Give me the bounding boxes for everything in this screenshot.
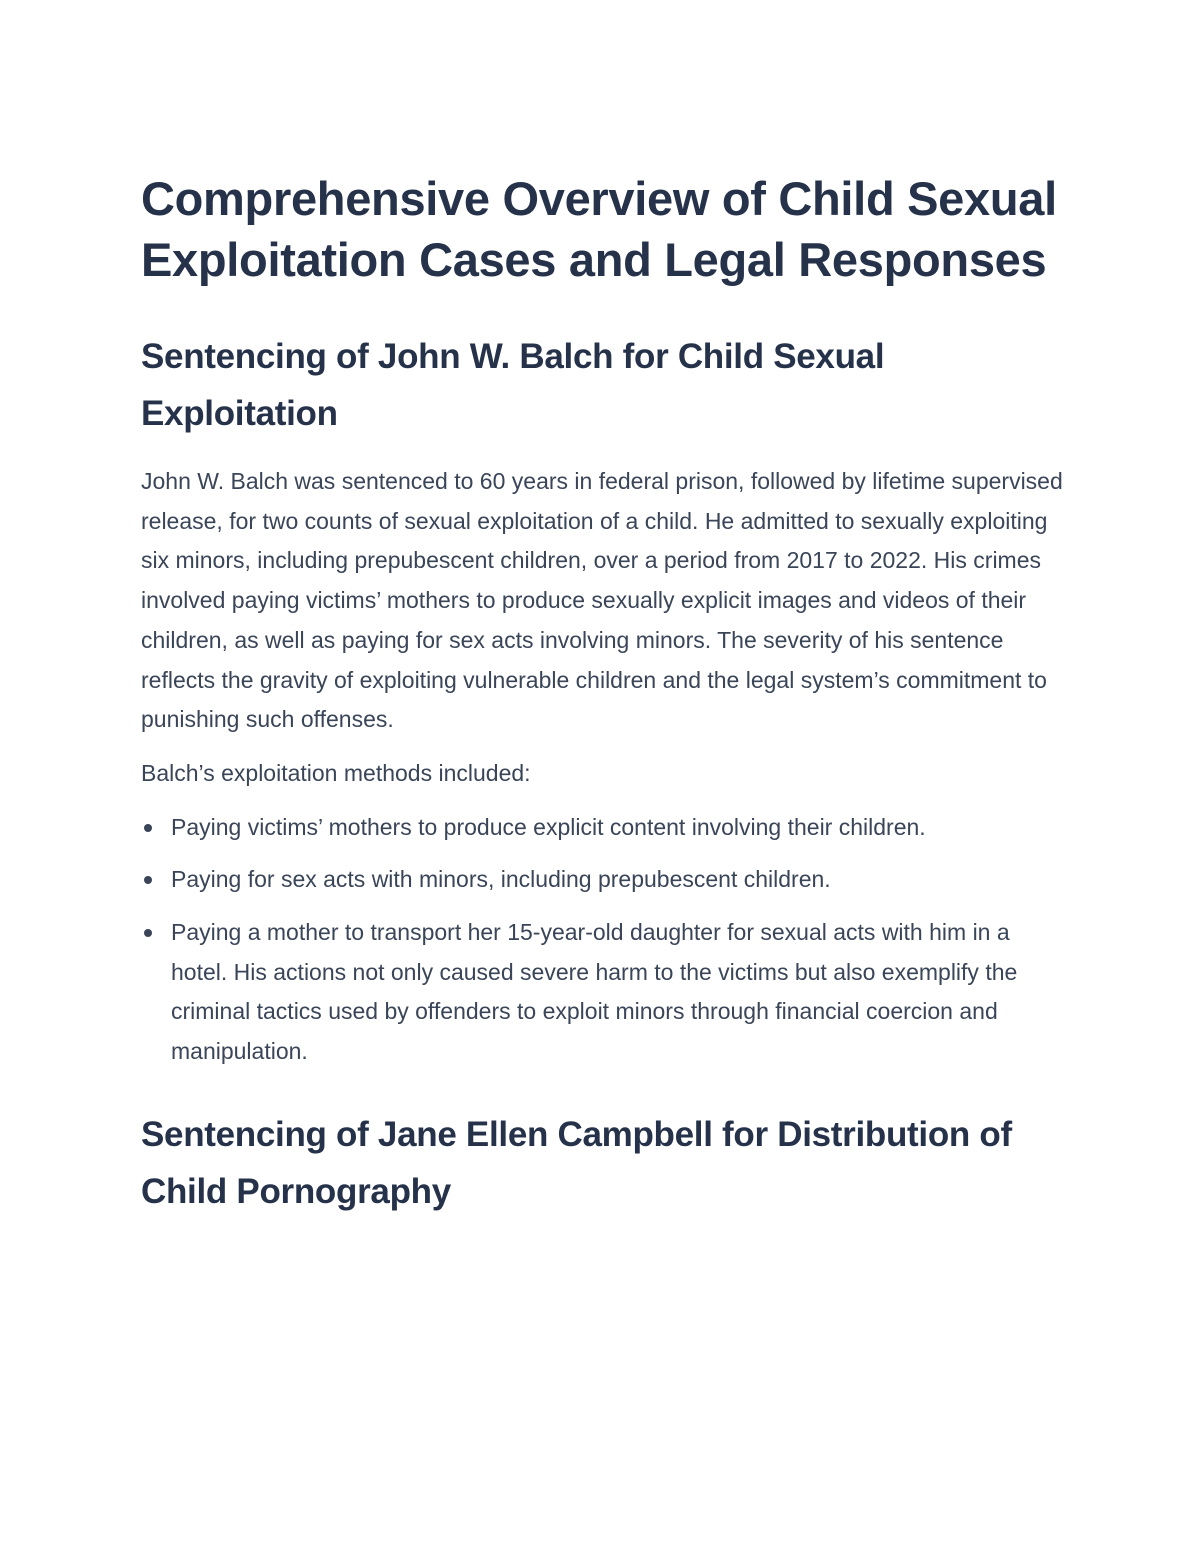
section-balch	[141, 328, 1066, 1072]
list-item	[141, 860, 1066, 900]
list-intro: Balch’s exploitation methods included:	[141, 759, 531, 786]
bullet-icon	[144, 876, 152, 884]
bullet-icon	[144, 929, 152, 937]
section-heading: Sentencing of John W. Balch for Child Sexual Exploitation	[141, 337, 885, 433]
section-heading: Sentencing of Jane Ellen Campbell for Distribution of Child Pornography	[141, 1114, 1012, 1211]
list-item-text: Paying victims’ mothers to produce explicit content involving their children.	[171, 813, 926, 840]
list-item	[141, 808, 1066, 848]
document-title: Comprehensive Overview of Child Sexual Exploitation Cases and Legal Responses	[141, 172, 1057, 286]
document-page	[141, 168, 1066, 1240]
bullet-icon	[144, 824, 152, 832]
section-campbell	[141, 1106, 1066, 1220]
methods-list	[141, 808, 1066, 1072]
list-item	[141, 913, 1066, 1072]
body-paragraph: John W. Balch was sentenced to 60 years in federal prison, followed by lifetime supervised release, for two counts of sexual exploitation of a child. He admitted to sexually exploiting six minors, including prepubescent children, over a period from 2017 to 2022. His crimes involved paying victims’ mothers to produce sexually explicit images and videos of their children, as well as paying for sex acts involving minors. The severity of his sentence reflects the gravity of exploiting vulnerable children and the legal system’s commitment to punishing such offenses.	[141, 468, 1063, 733]
list-item-text: Paying a mother to transport her 15-year-old daughter for sexual acts with him in a hotel. His actions not only caused severe harm to the victims but also exemplify the criminal tactics used by offenders to exploit minors through financial coercion and manipulation.	[171, 919, 1018, 1065]
list-item-text: Paying for sex acts with minors, including prepubescent children.	[171, 866, 831, 893]
